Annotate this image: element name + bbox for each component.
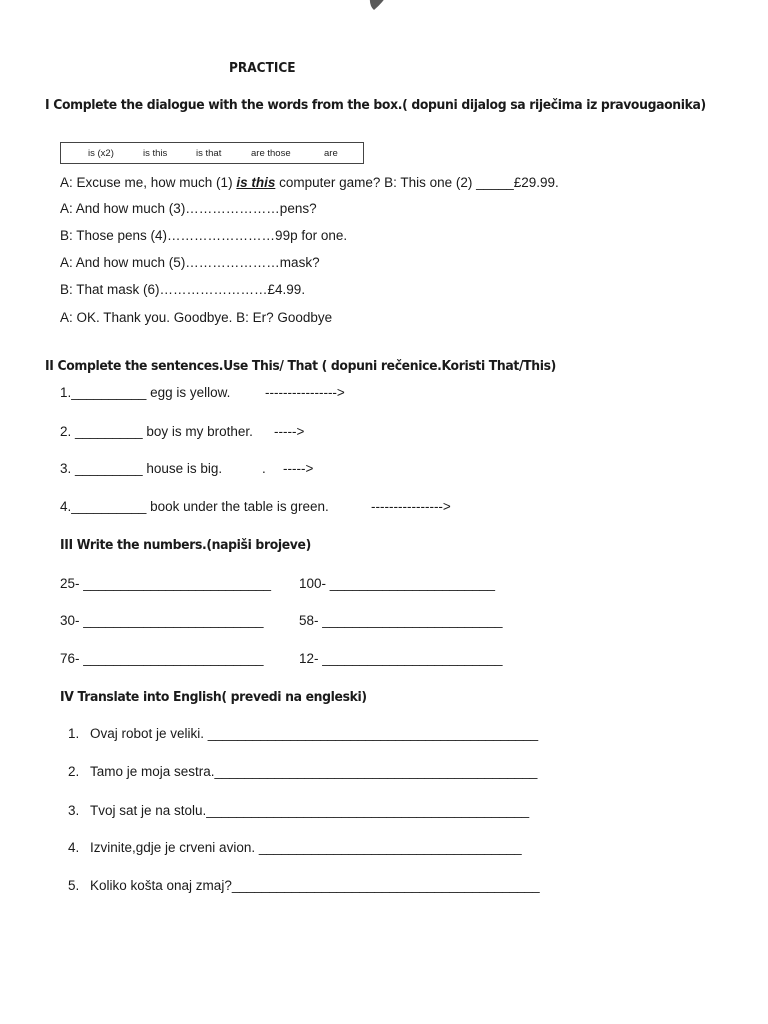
sentence-item-2: 2. _________ boy is my brother. bbox=[60, 424, 253, 439]
translate-item-2: Tamo je moja sestra.___________________________________________ bbox=[90, 764, 538, 779]
number-item-58: 58- ________________________ bbox=[299, 613, 503, 628]
decorative-mark-icon bbox=[366, 0, 396, 10]
number-item-76: 76- ________________________ bbox=[60, 651, 264, 666]
translate-num-1: 1. bbox=[68, 726, 80, 741]
translate-item-5: Koliko košta onaj zmaj?_________________________________________ bbox=[90, 878, 540, 893]
arrow-2: -----> bbox=[274, 424, 305, 439]
arrow-3: -----> bbox=[283, 461, 314, 476]
translate-num-2: 2. bbox=[68, 764, 80, 779]
translate-num-4: 4. bbox=[68, 840, 80, 855]
number-item-30: 30- ________________________ bbox=[60, 613, 264, 628]
translate-item-1: Ovaj robot je veliki. ____________________________________________ bbox=[90, 726, 539, 741]
translate-num-3: 3. bbox=[68, 803, 80, 818]
sentence-item-4: 4.__________ book under the table is green. bbox=[60, 499, 329, 514]
number-item-100: 100- ______________________ bbox=[299, 576, 495, 591]
dialogue-line-2: A: And how much (3)…………………pens? bbox=[60, 201, 317, 216]
box-word: is that bbox=[196, 148, 222, 159]
number-item-25: 25- _________________________ bbox=[60, 576, 271, 591]
box-word: is (x2) bbox=[88, 148, 114, 159]
arrow-4: ----------------> bbox=[371, 499, 451, 514]
stray-dot: . bbox=[262, 461, 266, 476]
translate-item-4: Izvinite,gdje je crveni avion. ___________________________________ bbox=[90, 840, 522, 855]
sentence-item-1: 1.__________ egg is yellow. bbox=[60, 385, 231, 400]
section-4-heading: IV Translate into English( prevedi na engleski) bbox=[60, 689, 367, 705]
box-word: are bbox=[324, 148, 338, 159]
dialogue-line-1: A: Excuse me, how much (1) is this computer game? B: This one (2) _____£29.99. bbox=[60, 175, 559, 190]
page-title: PRACTICE bbox=[229, 60, 296, 76]
translate-num-5: 5. bbox=[68, 878, 80, 893]
dialogue-line-3: B: Those pens (4)……………………99p for one. bbox=[60, 228, 348, 243]
dialogue-line-4: A: And how much (5)…………………mask? bbox=[60, 255, 320, 270]
box-word: is this bbox=[143, 148, 168, 159]
number-item-12: 12- ________________________ bbox=[299, 651, 503, 666]
word-box bbox=[60, 142, 364, 164]
section-1-heading: I Complete the dialogue with the words from the box.( dopuni dijalog sa riječima iz pravougaonika) bbox=[45, 97, 706, 113]
section-3-heading: III Write the numbers.(napiši brojeve) bbox=[60, 537, 311, 553]
section-2-heading: II Complete the sentences.Use This/ That ( dopuni rečenice.Koristi That/This) bbox=[45, 358, 556, 374]
sentence-item-3: 3. _________ house is big. bbox=[60, 461, 223, 476]
translate-item-3: Tvoj sat je na stolu.___________________________________________ bbox=[90, 803, 530, 818]
box-word: are those bbox=[251, 148, 291, 159]
dialogue-line-6: A: OK. Thank you. Goodbye. B: Er? Goodbye bbox=[60, 310, 333, 325]
arrow-1: ----------------> bbox=[265, 385, 345, 400]
example-answer: is this bbox=[236, 175, 276, 190]
dialogue-line-5: B: That mask (6)……………………£4.99. bbox=[60, 282, 306, 297]
